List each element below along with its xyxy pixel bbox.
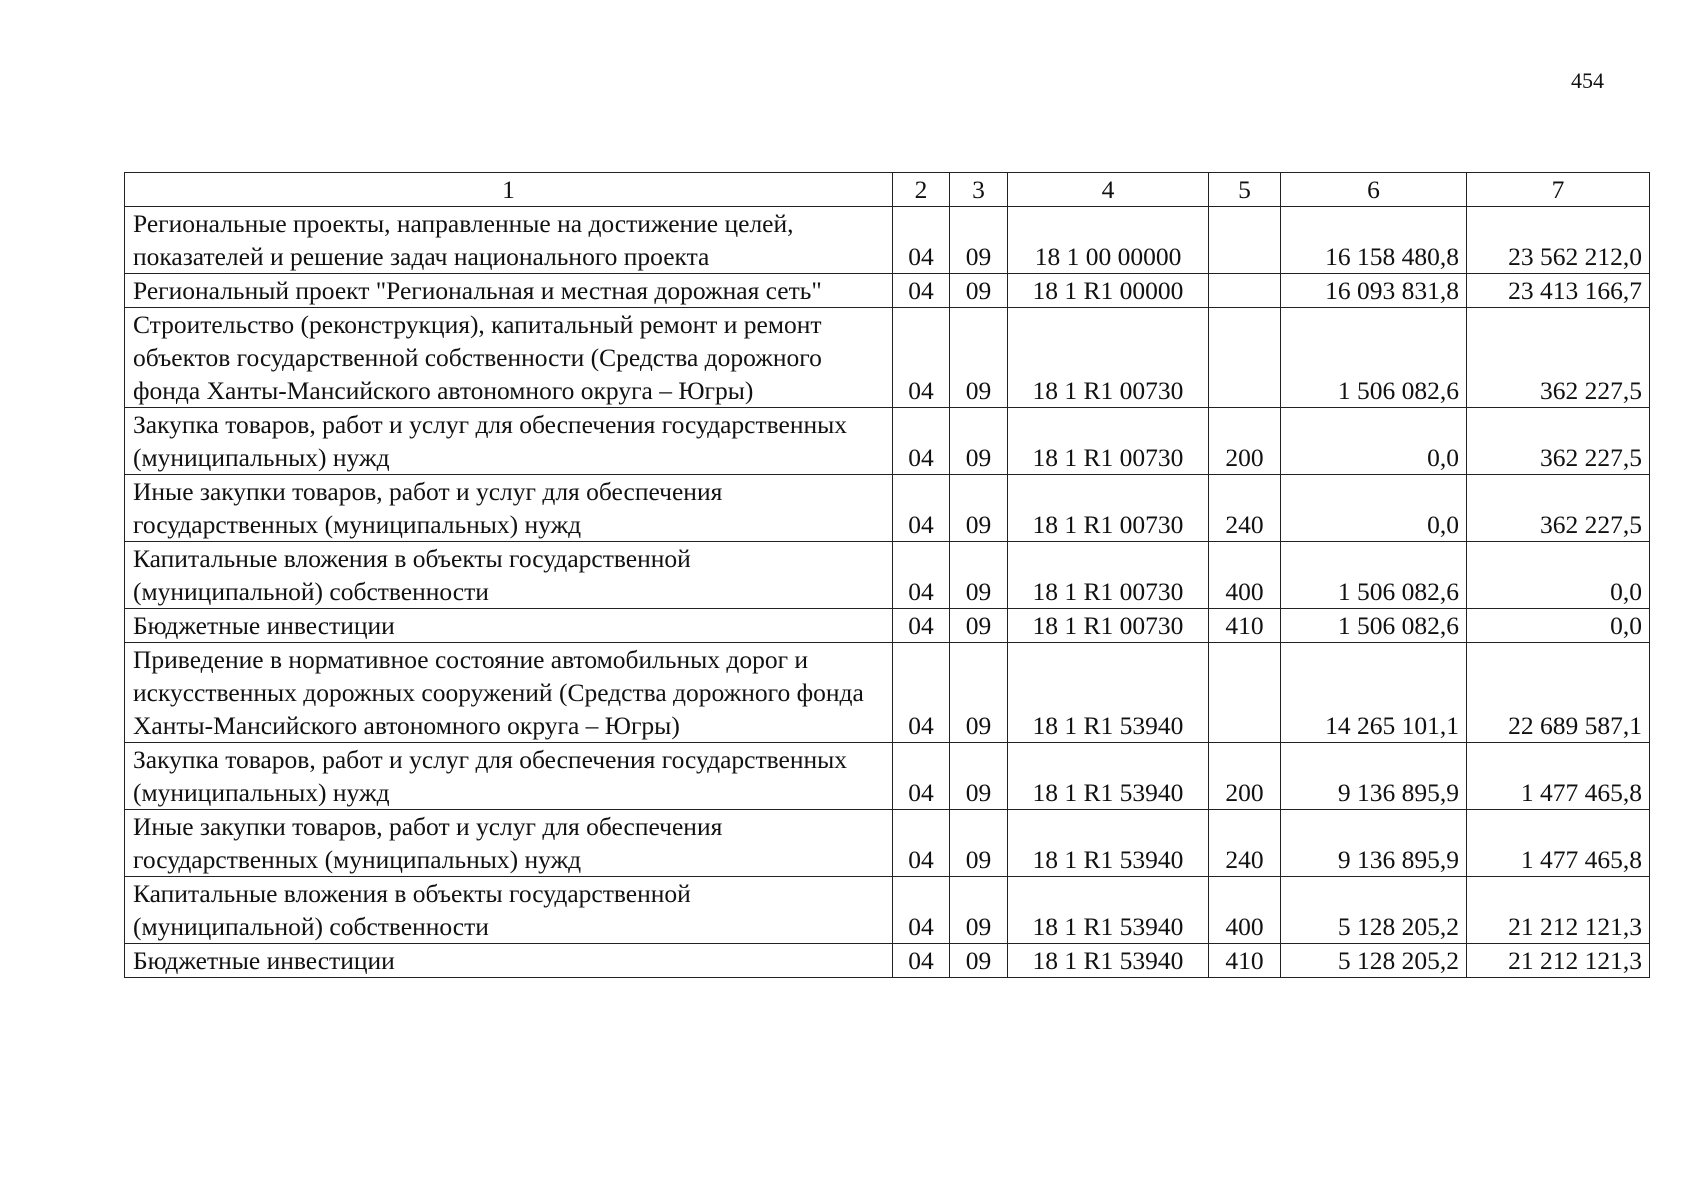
section-code-cell: 04 bbox=[893, 408, 950, 475]
section-code-cell: 04 bbox=[893, 542, 950, 609]
table-row bbox=[125, 408, 1650, 475]
section-code-cell: 04 bbox=[893, 274, 950, 308]
subsection-code-cell: 09 bbox=[950, 810, 1008, 877]
subsection-code-cell: 09 bbox=[950, 308, 1008, 408]
amount-col7-cell: 1 477 465,8 bbox=[1467, 743, 1650, 810]
subsection-code-cell: 09 bbox=[950, 475, 1008, 542]
expense-type-cell bbox=[1209, 643, 1281, 743]
subsection-code-cell: 09 bbox=[950, 274, 1008, 308]
expense-type-cell: 400 bbox=[1209, 542, 1281, 609]
table-row bbox=[125, 877, 1650, 944]
row-name-cell: Приведение в нормативное состояние автомобильных дорог и искусственных дорожных сооружений (Средства дорожного фонда Ханты-Мансийского автономного округа – Югры) bbox=[125, 643, 893, 743]
budget-table bbox=[124, 172, 1650, 978]
amount-col7-cell: 1 477 465,8 bbox=[1467, 810, 1650, 877]
subsection-code-cell: 09 bbox=[950, 944, 1008, 978]
amount-col7-cell: 362 227,5 bbox=[1467, 475, 1650, 542]
amount-col6-cell: 5 128 205,2 bbox=[1281, 877, 1467, 944]
target-article-cell: 18 1 R1 00730 bbox=[1008, 408, 1209, 475]
table-row bbox=[125, 308, 1650, 408]
column-header: 3 bbox=[950, 173, 1008, 207]
section-code-cell: 04 bbox=[893, 877, 950, 944]
column-header: 4 bbox=[1008, 173, 1209, 207]
row-name-cell: Региональные проекты, направленные на достижение целей, показателей и решение задач национального проекта bbox=[125, 207, 893, 274]
target-article-cell: 18 1 R1 53940 bbox=[1008, 877, 1209, 944]
expense-type-cell: 240 bbox=[1209, 475, 1281, 542]
column-header: 6 bbox=[1281, 173, 1467, 207]
expense-type-cell bbox=[1209, 274, 1281, 308]
table-row bbox=[125, 643, 1650, 743]
target-article-cell: 18 1 R1 00730 bbox=[1008, 542, 1209, 609]
amount-col6-cell: 9 136 895,9 bbox=[1281, 743, 1467, 810]
amount-col7-cell: 0,0 bbox=[1467, 609, 1650, 643]
amount-col6-cell: 5 128 205,2 bbox=[1281, 944, 1467, 978]
amount-col7-cell: 21 212 121,3 bbox=[1467, 877, 1650, 944]
target-article-cell: 18 1 R1 53940 bbox=[1008, 810, 1209, 877]
row-name-cell: Иные закупки товаров, работ и услуг для обеспечения государственных (муниципальных) нужд bbox=[125, 475, 893, 542]
section-code-cell: 04 bbox=[893, 944, 950, 978]
expense-type-cell bbox=[1209, 308, 1281, 408]
target-article-cell: 18 1 R1 00730 bbox=[1008, 475, 1209, 542]
table-row bbox=[125, 944, 1650, 978]
subsection-code-cell: 09 bbox=[950, 743, 1008, 810]
amount-col6-cell: 14 265 101,1 bbox=[1281, 643, 1467, 743]
row-name-cell: Капитальные вложения в объекты государственной (муниципальной) собственности bbox=[125, 877, 893, 944]
expense-type-cell: 200 bbox=[1209, 743, 1281, 810]
row-name-cell: Иные закупки товаров, работ и услуг для обеспечения государственных (муниципальных) нужд bbox=[125, 810, 893, 877]
target-article-cell: 18 1 R1 00730 bbox=[1008, 308, 1209, 408]
amount-col7-cell: 0,0 bbox=[1467, 542, 1650, 609]
section-code-cell: 04 bbox=[893, 308, 950, 408]
target-article-cell: 18 1 R1 53940 bbox=[1008, 944, 1209, 978]
target-article-cell: 18 1 R1 53940 bbox=[1008, 643, 1209, 743]
amount-col7-cell: 23 413 166,7 bbox=[1467, 274, 1650, 308]
section-code-cell: 04 bbox=[893, 207, 950, 274]
table-row bbox=[125, 810, 1650, 877]
row-name-cell: Капитальные вложения в объекты государственной (муниципальной) собственности bbox=[125, 542, 893, 609]
target-article-cell: 18 1 R1 53940 bbox=[1008, 743, 1209, 810]
table-row bbox=[125, 743, 1650, 810]
subsection-code-cell: 09 bbox=[950, 609, 1008, 643]
section-code-cell: 04 bbox=[893, 609, 950, 643]
subsection-code-cell: 09 bbox=[950, 207, 1008, 274]
expense-type-cell bbox=[1209, 207, 1281, 274]
amount-col7-cell: 362 227,5 bbox=[1467, 308, 1650, 408]
section-code-cell: 04 bbox=[893, 475, 950, 542]
row-name-cell: Закупка товаров, работ и услуг для обеспечения государственных (муниципальных) нужд bbox=[125, 408, 893, 475]
amount-col6-cell: 0,0 bbox=[1281, 475, 1467, 542]
table-body bbox=[125, 173, 1650, 978]
row-name-cell: Закупка товаров, работ и услуг для обеспечения государственных (муниципальных) нужд bbox=[125, 743, 893, 810]
subsection-code-cell: 09 bbox=[950, 408, 1008, 475]
amount-col6-cell: 0,0 bbox=[1281, 408, 1467, 475]
subsection-code-cell: 09 bbox=[950, 643, 1008, 743]
table-row bbox=[125, 542, 1650, 609]
section-code-cell: 04 bbox=[893, 643, 950, 743]
table-row bbox=[125, 475, 1650, 542]
amount-col6-cell: 1 506 082,6 bbox=[1281, 542, 1467, 609]
amount-col7-cell: 22 689 587,1 bbox=[1467, 643, 1650, 743]
amount-col6-cell: 16 093 831,8 bbox=[1281, 274, 1467, 308]
table-row bbox=[125, 207, 1650, 274]
target-article-cell: 18 1 R1 00730 bbox=[1008, 609, 1209, 643]
expense-type-cell: 400 bbox=[1209, 877, 1281, 944]
expense-type-cell: 200 bbox=[1209, 408, 1281, 475]
amount-col6-cell: 9 136 895,9 bbox=[1281, 810, 1467, 877]
amount-col7-cell: 21 212 121,3 bbox=[1467, 944, 1650, 978]
column-header: 2 bbox=[893, 173, 950, 207]
amount-col7-cell: 362 227,5 bbox=[1467, 408, 1650, 475]
subsection-code-cell: 09 bbox=[950, 542, 1008, 609]
subsection-code-cell: 09 bbox=[950, 877, 1008, 944]
expense-type-cell: 240 bbox=[1209, 810, 1281, 877]
target-article-cell: 18 1 00 00000 bbox=[1008, 207, 1209, 274]
section-code-cell: 04 bbox=[893, 743, 950, 810]
row-name-cell: Региональный проект "Региональная и местная дорожная сеть" bbox=[125, 274, 893, 308]
row-name-cell: Бюджетные инвестиции bbox=[125, 609, 893, 643]
row-name-cell: Бюджетные инвестиции bbox=[125, 944, 893, 978]
expense-type-cell: 410 bbox=[1209, 609, 1281, 643]
section-code-cell: 04 bbox=[893, 810, 950, 877]
column-header: 1 bbox=[125, 173, 893, 207]
target-article-cell: 18 1 R1 00000 bbox=[1008, 274, 1209, 308]
row-name-cell: Строительство (реконструкция), капитальный ремонт и ремонт объектов государственной собственности (Средства дорожного фонда Ханты-Мансийского автономного округа – Югры) bbox=[125, 308, 893, 408]
amount-col7-cell: 23 562 212,0 bbox=[1467, 207, 1650, 274]
column-header: 7 bbox=[1467, 173, 1650, 207]
column-header: 5 bbox=[1209, 173, 1281, 207]
amount-col6-cell: 16 158 480,8 bbox=[1281, 207, 1467, 274]
expense-type-cell: 410 bbox=[1209, 944, 1281, 978]
page-number: 454 bbox=[1571, 68, 1604, 93]
amount-col6-cell: 1 506 082,6 bbox=[1281, 609, 1467, 643]
amount-col6-cell: 1 506 082,6 bbox=[1281, 308, 1467, 408]
table-header-row bbox=[125, 173, 1650, 207]
table-row bbox=[125, 609, 1650, 643]
table-row bbox=[125, 274, 1650, 308]
